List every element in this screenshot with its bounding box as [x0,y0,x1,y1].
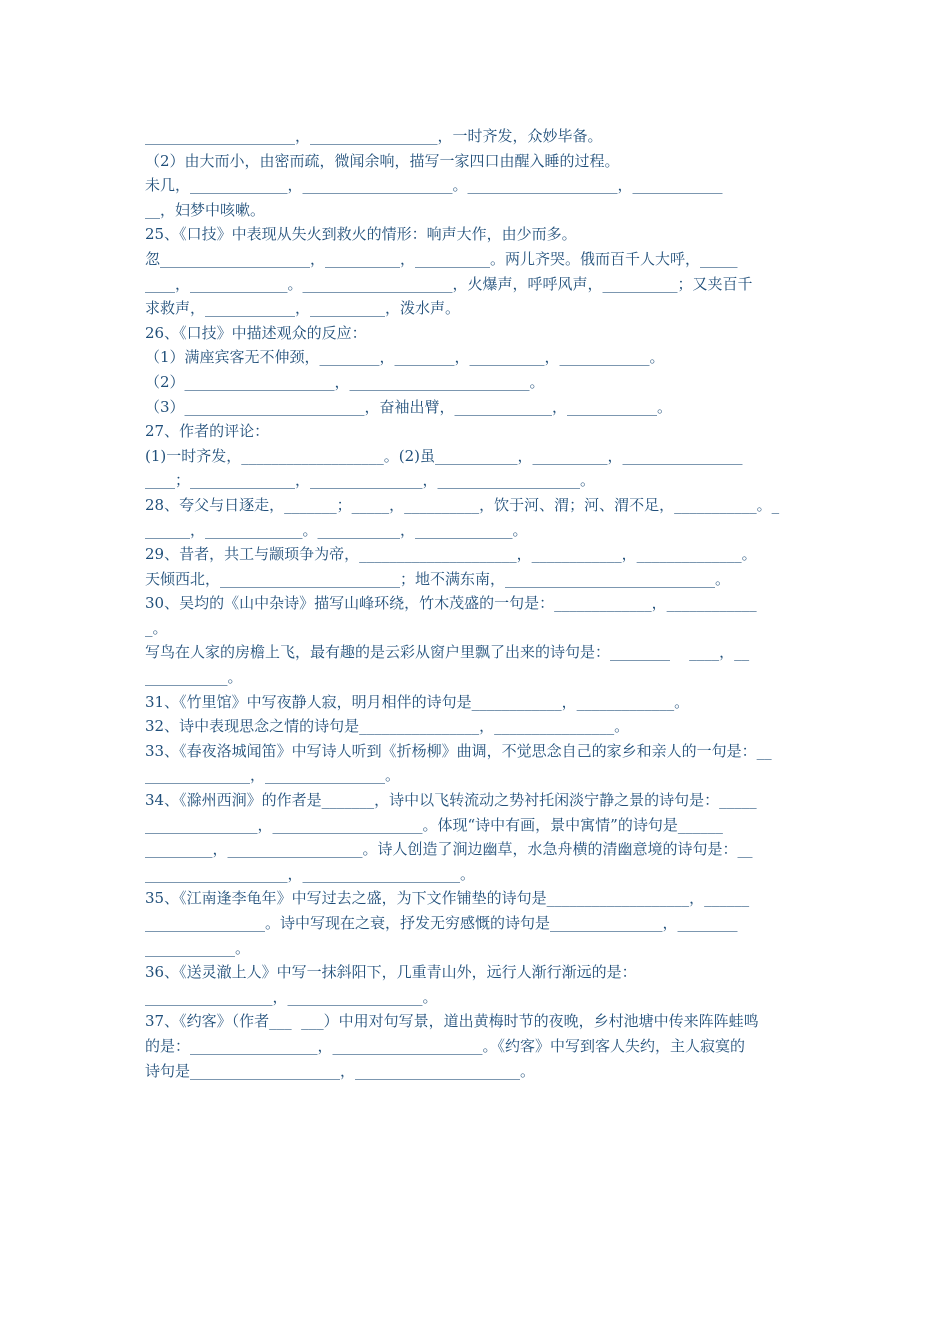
text-line: ____________。 [145,938,251,957]
text-line: _________，__________________。诗人创造了涧边幽草，水急舟横的清幽意境的诗句是：__ [145,840,753,859]
question-26-title: 26、《口技》中描述观众的反应： [145,323,367,342]
text-line: __，妇梦中咳嗽。 [145,200,266,219]
text-line: _______________，____________________。体现“诗中有画，景中寓情”的诗句是______ [145,815,723,834]
text-line: ____，_____________。____________________，火爆声，呼呼风声，__________；又夹百千 [145,274,753,293]
question-28: 28、夸父与日逐走，_______；_____，__________，饮于河、渭；河、渭不足，___________。_ [145,495,780,514]
text-line: 诗句是____________________，______________________。 [145,1061,536,1080]
text-line: （1）满座宾客无不伸颈，________，________，__________，____________。 [145,348,665,367]
text-line: (1)一时齐发，___________________。(2)虽___________，__________，________________ [145,446,743,465]
question-34: 34、《滁州西涧》的作者是_______，诗中以飞转流动之势衬托闲淡宁静之景的诗句是：_____ [145,791,757,810]
text-line: （2）____________________，________________________。 [145,372,545,391]
text-line: 忽____________________，__________，__________。两儿齐哭。俄而百千人大呼，_____ [145,249,738,268]
text-line: _________________，__________________。 [145,987,438,1006]
text-line: 未几，_____________，____________________。____________________，____________ [145,176,723,195]
text-line: ______，_____________。___________，_____________。 [145,520,528,539]
question-36: 36、《送灵澈上人》中写一抹斜阳下，几重青山外，远行人渐行渐远的是： [145,963,637,982]
text-line: ____________________，_________________，一时齐发，众妙毕备。 [145,127,603,145]
text-line: 天倾西北，________________________；地不满东南，____________________________。 [145,569,731,588]
question-33: 33、《春夜洛城闻笛》中写诗人听到《折杨柳》曲调，不觉思念自己的家乡和亲人的一句是：__ [145,741,772,760]
text-line: （2）由大而小，由密而疏，微闻余响，描写一家四口由醒入睡的过程。 [145,151,620,170]
text-line: _。 [145,618,168,637]
question-35: 35、《江南逢李龟年》中写过去之盛，为下文作铺垫的诗句是___________________，______ [145,889,750,908]
text-line: 写鸟在人家的房檐上飞，最有趣的是云彩从窗户里飘了出来的诗句是：________ ____，__ [145,643,750,662]
text-line: ___________。 [145,668,243,687]
text-line: ___________________，_____________________。 [145,864,476,883]
question-29: 29、昔者，共工与颛顼争为帝，_____________________，____________，______________。 [145,545,757,564]
question-32: 32、诗中表现思念之情的诗句是________________，________________。 [145,717,630,736]
text-line: ________________。诗中写现在之衰，抒发无穷感慨的诗句是_______________，________ [145,914,738,932]
question-30: 30、吴均的《山中杂诗》描写山峰环绕，竹木茂盛的一句是：_____________，____________ [145,594,757,613]
question-25-title: 25、《口技》中表现从失火到救火的情形：响声大作，由少而多。 [145,225,577,244]
text-line: 的是：_________________，____________________。《约客》中写到客人失约，主人寂寞的 [145,1036,746,1055]
question-31: 31、《竹里馆》中写夜静人寂，明月相伴的诗句是____________，_____________。 [145,692,690,711]
exercise-document [145,124,810,1083]
text-line: ______________，________________。 [145,766,401,785]
text-line: （3）________________________，奋袖出臂，_____________，____________。 [145,397,673,416]
question-37: 37、《约客》（作者___ ___）中用对句写景，道出黄梅时节的夜晚，乡村池塘中传来阵阵蛙鸣 [145,1012,759,1031]
question-27-title: 27、作者的评论： [145,422,270,441]
text-line: ____；______________，_______________，___________________。 [145,471,596,490]
text-line: 求救声，____________，__________，泼水声。 [145,299,461,318]
